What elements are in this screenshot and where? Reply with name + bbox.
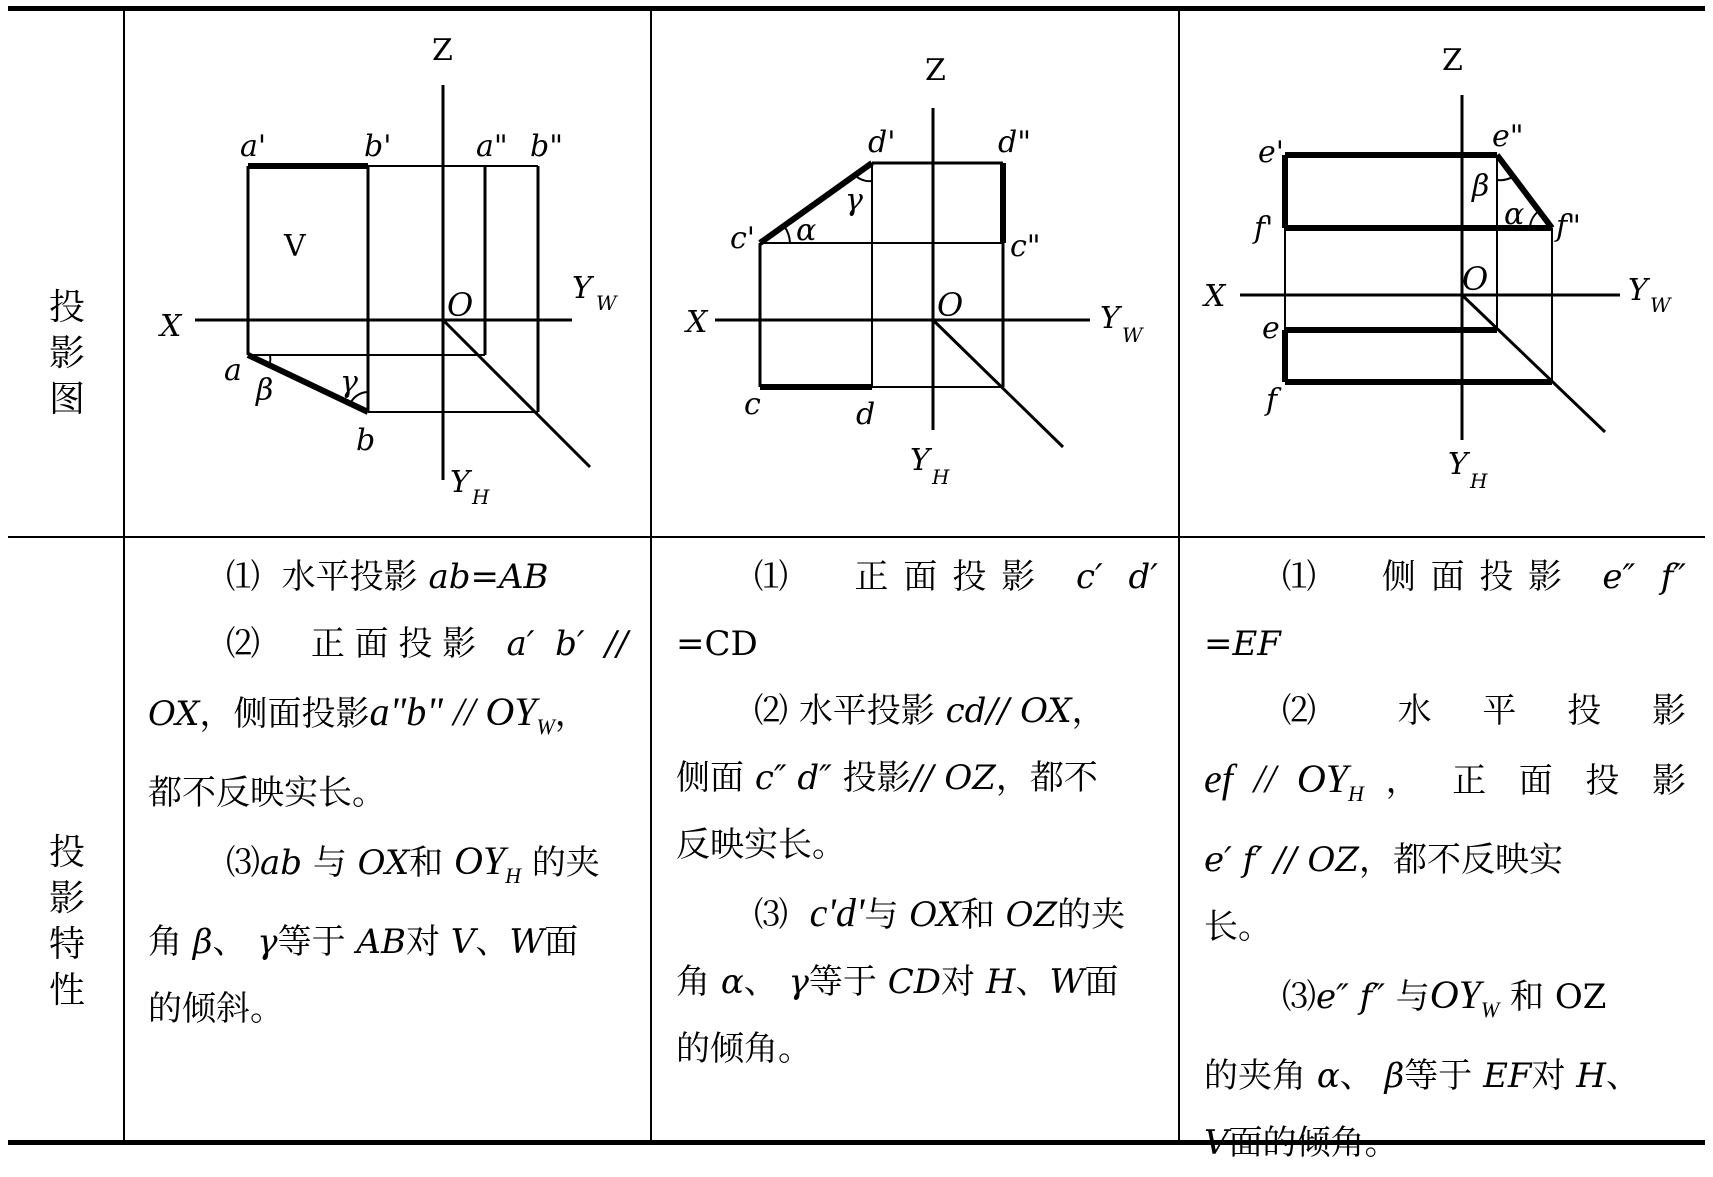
formula-base: OY xyxy=(485,689,536,734)
label-a-double: a" xyxy=(476,129,508,164)
item-text: 、 xyxy=(475,922,509,962)
item-number: ⑴ xyxy=(754,557,803,597)
label-beta: β xyxy=(255,373,273,408)
label-yw: Y xyxy=(1100,301,1123,336)
item-text: 水平投影 xyxy=(282,557,418,597)
label-yh-sub: H xyxy=(471,485,490,509)
item-formula xyxy=(454,838,521,883)
item-text: 对 xyxy=(406,922,440,962)
figure-2-labels xyxy=(684,53,1144,489)
label-a-prime: a' xyxy=(240,129,266,164)
item-formula: OX xyxy=(909,895,960,935)
item-text: 与 xyxy=(865,895,899,935)
item-formula: α xyxy=(721,962,744,1002)
formula-base: OY xyxy=(454,838,505,883)
label-c-prime: c' xyxy=(730,221,755,256)
property-item-2-cont xyxy=(148,678,628,760)
figure-3 xyxy=(1240,95,1620,440)
label-c-double: c" xyxy=(1010,229,1041,264)
property-item-3-cont xyxy=(676,949,1158,1016)
label-d-double: d" xyxy=(998,125,1031,160)
label-b-double: b" xyxy=(530,129,563,164)
property-item-3-cont xyxy=(1204,1043,1686,1110)
item-formula: OX xyxy=(358,843,409,883)
yh-diagonal xyxy=(1462,295,1605,432)
label-x: X xyxy=(1202,279,1227,314)
formula-base: OY xyxy=(1430,972,1481,1017)
item-text: 等于 xyxy=(1404,1056,1472,1096)
property-item-2 xyxy=(148,611,628,678)
label-b-prime: b' xyxy=(364,129,391,164)
item-formula: AB xyxy=(356,922,406,962)
item-formula: // xyxy=(1233,756,1297,801)
yh-diagonal xyxy=(443,320,590,467)
item-formula: V xyxy=(451,922,476,962)
item-text: 角 xyxy=(148,922,182,962)
item-formula: H xyxy=(986,962,1016,1002)
formula-sub: H xyxy=(1348,781,1364,806)
item-formula: c′ d′ xyxy=(1076,557,1158,597)
item-text: 、 xyxy=(1015,962,1049,1002)
item-formula: ef xyxy=(1204,756,1233,801)
item-text: 的夹 xyxy=(1057,895,1125,935)
item-formula xyxy=(485,689,554,734)
label-c: c xyxy=(744,387,761,422)
property-item-1-cont: =EF xyxy=(1204,611,1686,678)
item-number: ⑴ xyxy=(226,557,260,597)
properties-cell-1 xyxy=(148,544,628,1043)
label-alpha: α xyxy=(796,213,816,248)
label-v-plane: V xyxy=(283,229,307,264)
item-formula: H xyxy=(1576,1056,1606,1096)
label-d: d xyxy=(856,397,875,432)
label-e: e xyxy=(1262,311,1280,346)
property-item-3 xyxy=(148,827,628,909)
label-d-prime: d' xyxy=(868,125,895,160)
property-item-1 xyxy=(148,544,628,611)
item-text: 等于 xyxy=(809,962,877,1002)
properties-cell-3 xyxy=(1204,544,1686,1177)
item-number: ⑵ xyxy=(1282,691,1336,731)
item-text: 、 xyxy=(1340,1056,1374,1096)
item-text: 面 xyxy=(1084,962,1118,1002)
property-item-3-end: 的倾角。 xyxy=(676,1016,1158,1083)
label-yh: Y xyxy=(910,443,933,478)
item-formula: a′ b′ // xyxy=(507,624,629,664)
item-formula: β xyxy=(1385,1056,1405,1096)
item-text: 的夹角 xyxy=(1204,1056,1306,1096)
item-text: 和 OZ xyxy=(1510,977,1606,1017)
label-yw-sub: W xyxy=(596,291,618,315)
label-yw-sub: W xyxy=(1122,323,1144,347)
label-b: b xyxy=(356,423,375,458)
item-text: 侧面 xyxy=(676,758,744,798)
label-yh-sub: H xyxy=(1469,469,1488,493)
label-o: O xyxy=(937,286,963,324)
label-yh-sub: H xyxy=(931,465,950,489)
item-text: 正面投影 xyxy=(854,557,1050,597)
item-number: ⑶ xyxy=(1282,977,1316,1017)
item-formula: V xyxy=(1204,1123,1229,1163)
label-gamma: γ xyxy=(340,365,358,400)
label-e-prime: e' xyxy=(1258,135,1284,170)
item-text: 与 xyxy=(313,843,347,883)
property-item-1 xyxy=(676,544,1158,611)
item-formula: ab=AB xyxy=(428,557,548,597)
label-e-double: e" xyxy=(1492,119,1524,154)
item-text: ，侧面投影 xyxy=(199,694,369,734)
item-text: 等于 xyxy=(278,922,346,962)
property-item-2 xyxy=(1204,678,1686,745)
figure-3-labels xyxy=(1202,43,1672,493)
label-o: O xyxy=(1462,260,1488,298)
figure-1-labels xyxy=(158,33,618,509)
item-formula: // xyxy=(443,689,485,734)
item-text: 对 xyxy=(1531,1056,1565,1096)
item-formula: // OZ xyxy=(911,758,996,798)
item-formula: EF xyxy=(1483,1056,1531,1096)
formula-sub: W xyxy=(1481,997,1499,1022)
item-number: ⑶ xyxy=(754,895,788,935)
properties-cell-2 xyxy=(676,544,1158,1083)
property-item-2-end: 都不反映实长。 xyxy=(148,760,628,827)
alpha-arc xyxy=(784,226,790,243)
property-item-3 xyxy=(676,879,1158,949)
label-z: Z xyxy=(925,53,946,88)
property-item-3-end: 的倾斜。 xyxy=(148,976,628,1043)
item-formula: ab xyxy=(260,843,302,883)
formula-sub: W xyxy=(536,714,554,739)
label-f: f xyxy=(1264,383,1282,418)
item-text: ，都不反映实 xyxy=(1359,840,1563,880)
property-item-2 xyxy=(676,678,1158,745)
item-number: ⑵ xyxy=(754,691,788,731)
item-formula: cd// OX xyxy=(946,691,1072,731)
item-formula xyxy=(1297,756,1364,801)
yh-diagonal xyxy=(933,320,1063,447)
item-formula: e″ f″ xyxy=(1602,557,1686,597)
item-text: 、 xyxy=(744,962,778,1002)
item-text: 正面投影 xyxy=(311,624,486,664)
item-formula: OX xyxy=(148,694,199,734)
item-text: 的夹 xyxy=(532,843,600,883)
property-item-3-end xyxy=(1204,1110,1686,1177)
item-formula: W xyxy=(509,922,544,962)
item-formula: CD xyxy=(888,962,941,1002)
property-item-3-cont xyxy=(148,909,628,976)
property-item-2-cont xyxy=(1204,745,1686,827)
row-label-char: 图 xyxy=(8,377,126,423)
property-item-2-end: 反映实长。 xyxy=(676,812,1158,879)
item-formula: c'd' xyxy=(810,890,865,935)
label-a: a xyxy=(224,353,242,388)
item-number: ⑵ xyxy=(226,624,270,664)
item-text: ， xyxy=(1072,691,1106,731)
label-alpha: α xyxy=(1504,197,1524,232)
label-x: X xyxy=(158,309,183,344)
item-formula: α xyxy=(1317,1056,1340,1096)
label-gamma: γ xyxy=(845,183,863,218)
label-z: Z xyxy=(1442,43,1463,78)
label-yh: Y xyxy=(450,465,473,500)
row-label-char: 投 xyxy=(8,285,126,331)
figure-2 xyxy=(715,108,1090,447)
item-formula: e′ f′ // OZ xyxy=(1204,840,1359,880)
item-formula: W xyxy=(1049,962,1084,1002)
item-text: 与 xyxy=(1396,977,1430,1017)
item-formula: c″ d″ xyxy=(755,758,832,798)
item-text: 、 xyxy=(1606,1056,1640,1096)
item-text: ， 正 面 投 影 xyxy=(1386,761,1686,801)
property-item-2-cont xyxy=(676,745,1158,812)
item-text: 面 xyxy=(544,922,578,962)
property-item-2-end: 长。 xyxy=(1204,894,1686,961)
item-formula: β xyxy=(193,922,213,962)
item-formula: e″ f″ xyxy=(1316,977,1385,1017)
item-text: ， xyxy=(555,694,589,734)
label-yw-sub: W xyxy=(1650,293,1672,317)
property-item-1 xyxy=(1204,544,1686,611)
item-text: 和 xyxy=(409,843,443,883)
item-text: 侧面投影 xyxy=(1382,557,1577,597)
item-formula xyxy=(1430,972,1499,1017)
row-label-char: 特 xyxy=(8,922,126,968)
label-yw: Y xyxy=(572,271,595,306)
item-formula: a"b" xyxy=(369,689,443,734)
item-formula: γ xyxy=(789,962,809,1002)
property-item-2-cont2 xyxy=(1204,827,1686,894)
item-text: 、 xyxy=(212,922,246,962)
row-label-char: 投 xyxy=(8,830,126,876)
item-number: ⑴ xyxy=(1282,557,1331,597)
label-yw: Y xyxy=(1628,273,1651,308)
item-number: ⑶ xyxy=(226,843,260,883)
item-text: 水平投影 xyxy=(799,691,935,731)
item-text: 角 xyxy=(676,962,710,1002)
row-label-char: 影 xyxy=(8,331,126,377)
property-item-1-cont: =CD xyxy=(676,611,1158,678)
property-item-3 xyxy=(1204,961,1686,1043)
label-z: Z xyxy=(432,33,453,68)
item-formula: γ xyxy=(257,922,277,962)
label-o: O xyxy=(447,286,473,324)
row-label-char: 性 xyxy=(8,968,126,1014)
beta-arc xyxy=(1497,176,1514,180)
item-text: 水 平 投 影 xyxy=(1398,691,1686,731)
item-text: ，都不 xyxy=(996,758,1098,798)
row-label-char: 影 xyxy=(8,876,126,922)
label-x: X xyxy=(684,305,709,340)
item-text: 和 xyxy=(961,895,995,935)
label-f-double: f" xyxy=(1554,209,1581,244)
label-yh: Y xyxy=(1448,447,1471,482)
item-text: 对 xyxy=(941,962,975,1002)
item-formula: OZ xyxy=(1006,895,1058,935)
formula-base: OY xyxy=(1297,756,1348,801)
item-text: 投影 xyxy=(843,758,911,798)
item-text: 面的倾角。 xyxy=(1229,1123,1399,1163)
label-beta: β xyxy=(1471,169,1489,204)
label-f-prime: f' xyxy=(1252,211,1273,246)
formula-sub: H xyxy=(505,863,521,888)
